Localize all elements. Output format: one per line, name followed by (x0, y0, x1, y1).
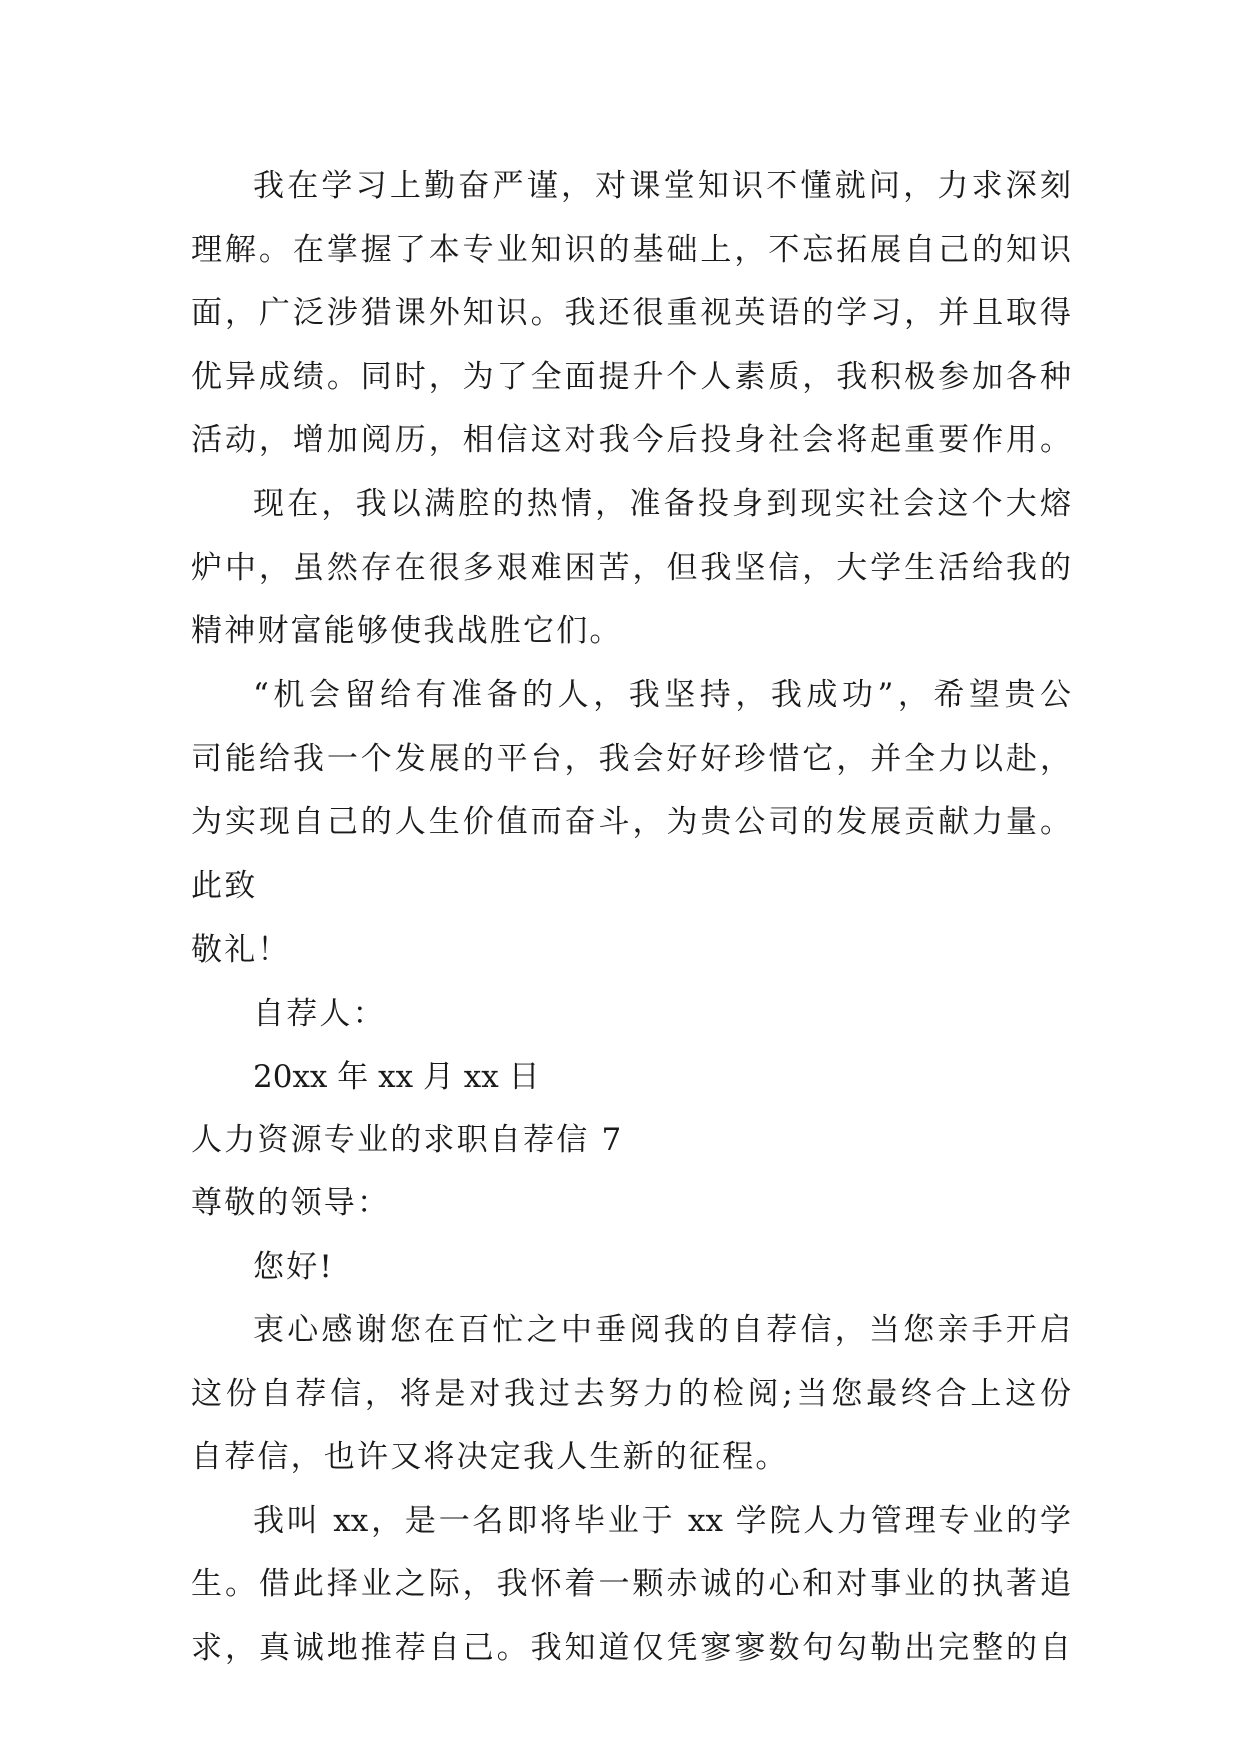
text-line: 理解。在掌握了本专业知识的基础上，不忘拓展自己的知识 (191, 232, 1071, 268)
closing-salutation: 此致 (191, 868, 258, 904)
text-line: 我在学习上勤奋严谨，对课堂知识不懂就问，力求深刻 (253, 168, 1071, 204)
text-line: “机会留给有准备的人，我坚持，我成功”，希望贵公 (253, 677, 1071, 713)
text-line: 优异成绩。同时，为了全面提升个人素质，我积极参加各种 (191, 359, 1071, 395)
text-line: 为实现自己的人生价值而奋斗，为贵公司的发展贡献力量。 (191, 804, 1071, 840)
signature-label: 自荐人： (253, 996, 386, 1032)
text-line: 精神财富能够使我战胜它们。 (191, 613, 623, 649)
closing-regards: 敬礼！ (191, 932, 291, 968)
text-line: 面，广泛涉猎课外知识。我还很重视英语的学习，并且取得 (191, 295, 1071, 331)
text-line: 现在，我以满腔的热情，准备投身到现实社会这个大熔 (253, 486, 1071, 522)
text-line: 活动，增加阅历，相信这对我今后投身社会将起重要作用。 (191, 422, 1071, 458)
text-line: 司能给我一个发展的平台，我会好好珍惜它，并全力以赴， (191, 741, 1071, 777)
text-line: 炉中，虽然存在很多艰难困苦，但我坚信，大学生活给我的 (191, 550, 1071, 586)
text-line: 我叫 xx，是一名即将毕业于 xx 学院人力管理专业的学 (253, 1503, 1071, 1539)
text-line: 自荐信，也许又将决定我人生新的征程。 (191, 1439, 789, 1475)
greeting-hello: 您好! (253, 1249, 335, 1285)
section-title: 人力资源专业的求职自荐信 7 (191, 1122, 624, 1158)
text-line: 生。借此择业之际，我怀着一颗赤诚的心和对事业的执著追 (191, 1566, 1071, 1602)
text-line: 这份自荐信，将是对我过去努力的检阅;当您最终合上这份 (191, 1376, 1071, 1412)
date-line: 20xx 年 xx 月 xx 日 (253, 1059, 540, 1095)
greeting: 尊敬的领导： (191, 1185, 391, 1221)
text-line: 衷心感谢您在百忙之中垂阅我的自荐信，当您亲手开启 (253, 1312, 1071, 1348)
text-line: 求，真诚地推荐自己。我知道仅凭寥寥数句勾勒出完整的自 (191, 1630, 1071, 1666)
